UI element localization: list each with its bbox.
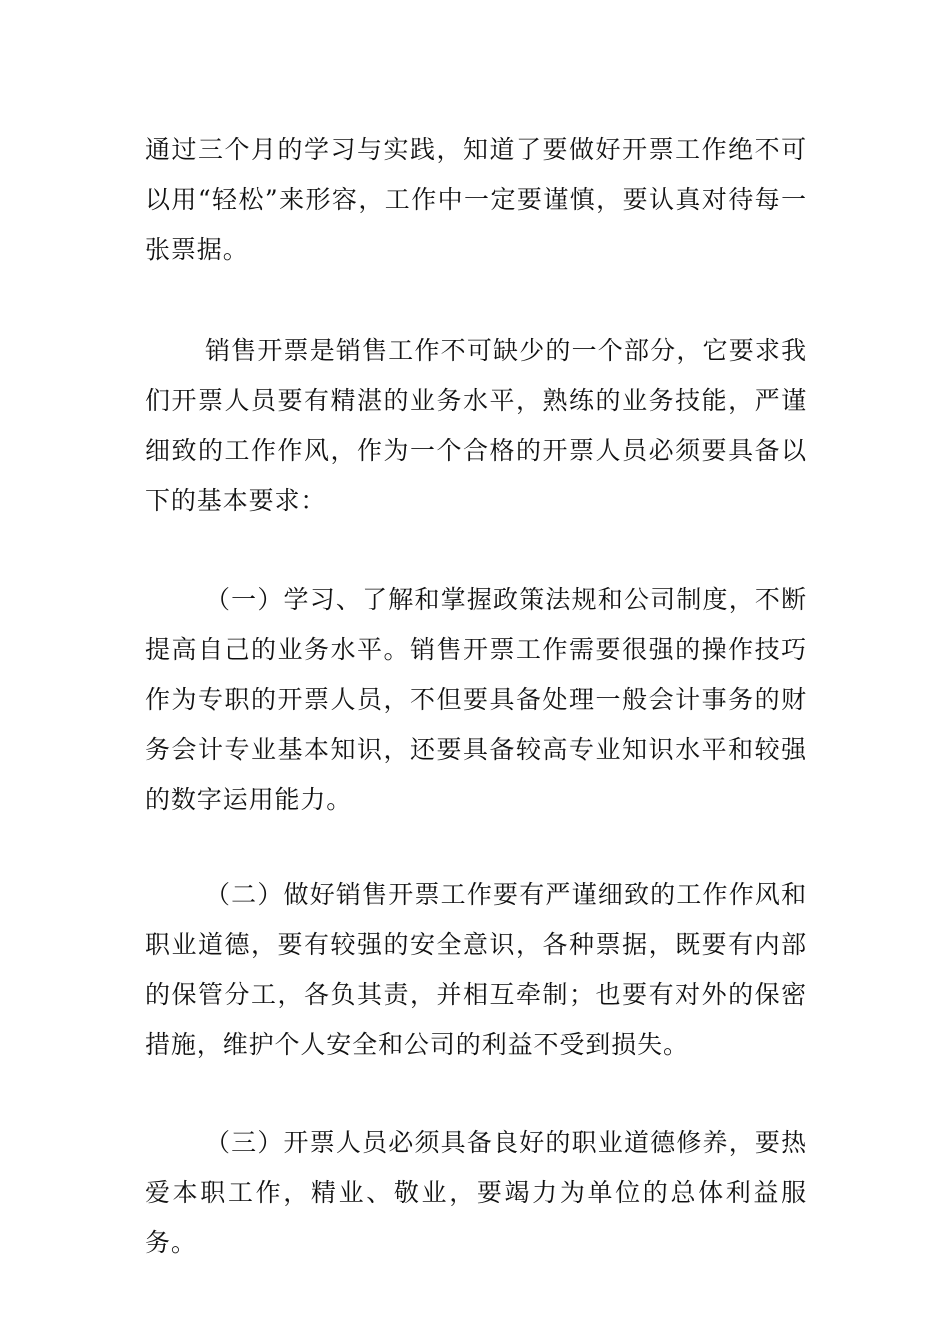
paragraph-item-three: （三）开票人员必须具备良好的职业道德修养，要热爱本职工作，精业、敬业，要竭力为单位的总体利益服务。 — [145, 1128, 807, 1257]
paragraph-item-two: （二）做好销售开票工作要有严谨细致的工作作风和职业道德，要有较强的安全意识，各种票据，既要有内部的保管分工，各负其责，并相互牵制；也要有对外的保密措施，维护个人安全和公司的利益不受到损失。 — [145, 880, 807, 1059]
paragraph-intro: 通过三个月的学习与实践，知道了要做好开票工作绝不可以用“轻松”来形容，工作中一定要谨慎，要认真对待每一张票据。 — [145, 135, 807, 264]
paragraph-requirements: 销售开票是销售工作不可缺少的一个部分，它要求我们开票人员要有精湛的业务水平，熟练的业务技能，严谨细致的工作作风，作为一个合格的开票人员必须要具备以下的基本要求： — [145, 336, 807, 515]
paragraph-item-one: （一）学习、了解和掌握政策法规和公司制度，不断提高自己的业务水平。销售开票工作需要很强的操作技巧作为专职的开票人员，不但要具备处理一般会计事务的财务会计专业基本知识，还要具备较高专业知识水平和较强的数字运用能力。 — [145, 585, 807, 814]
